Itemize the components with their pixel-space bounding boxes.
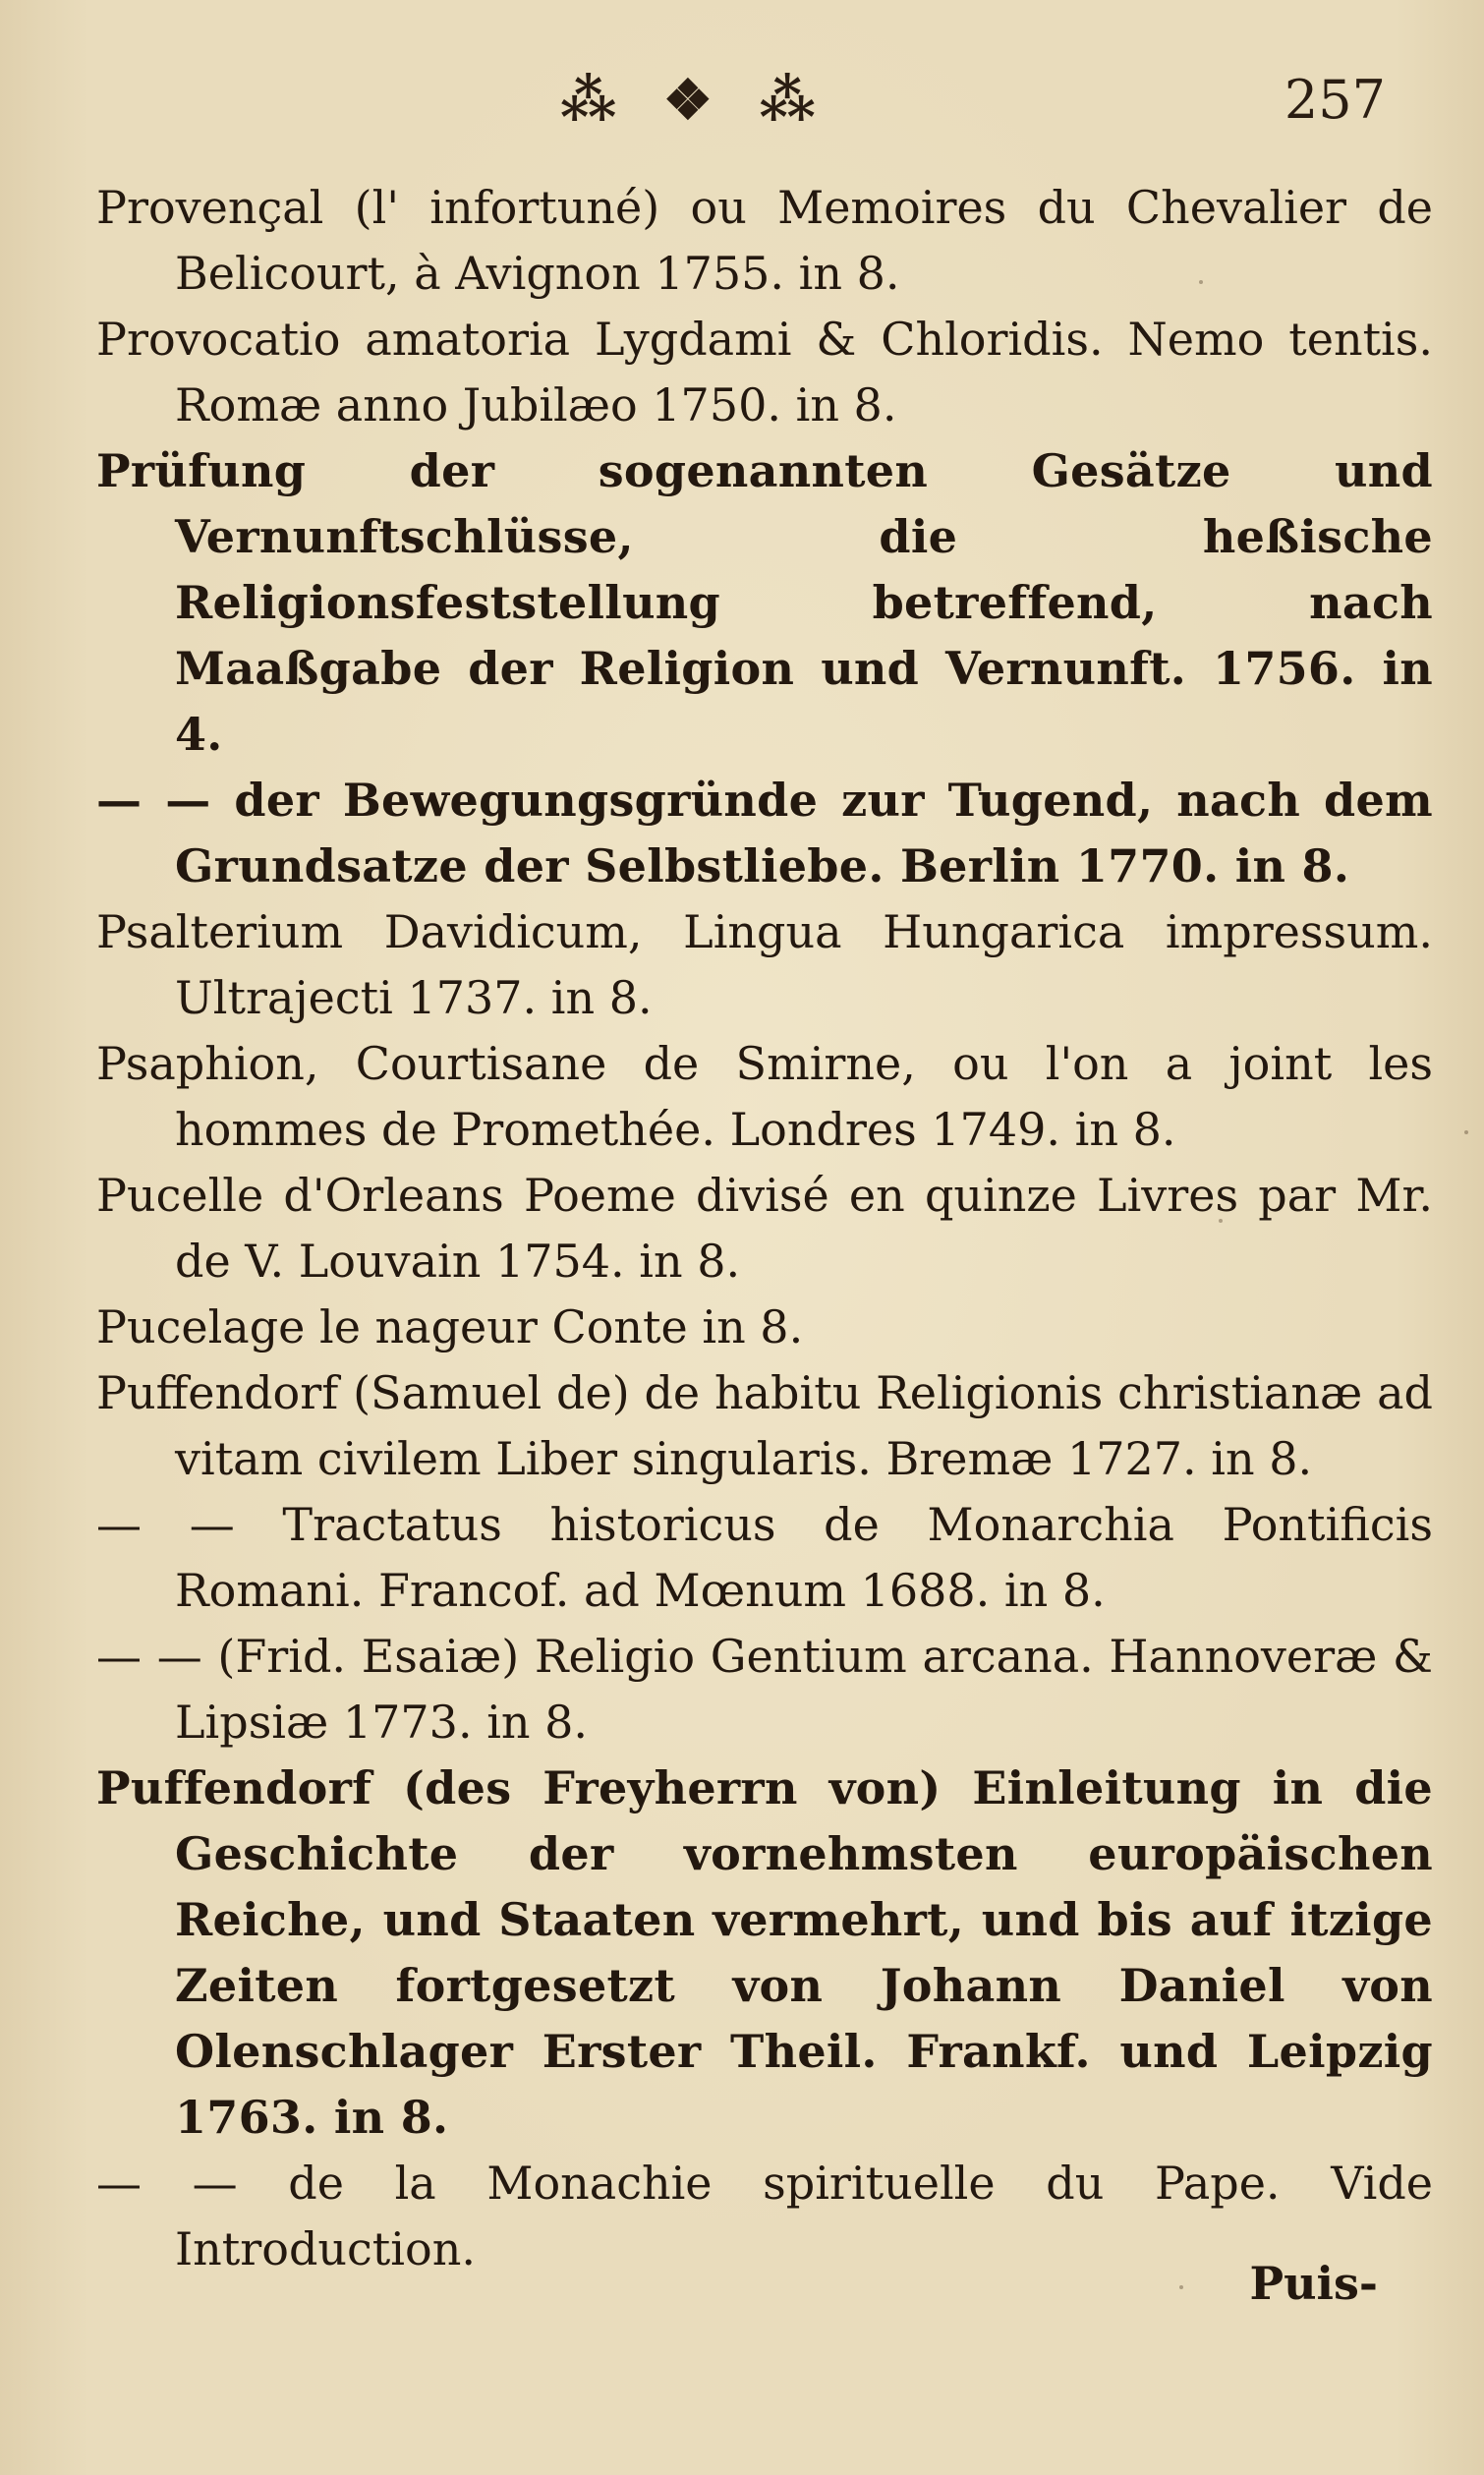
header-ornament: ⁂ ❖ ⁂ [560,68,829,133]
catalog-entries [96,175,1433,2282]
catalog-entry: Pucelage le nageur Conte in 8. [96,1300,804,1353]
paper-speck [1219,1219,1223,1223]
paper-speck [943,944,947,948]
catalog-entry: Psaphion, Courtisane de Smirne, ou l'on a joint les hommes de Promethée. Londres 1749. in 8. [96,1037,1433,1156]
catalog-entry: Puffendorf (Samuel de) de habitu Religionis christianæ ad vitam civilem Liber singularis. Bremæ 1727. in 8. [96,1366,1433,1485]
paper-speck [1199,280,1203,284]
catalog-entry: — — de la Monachie spirituelle du Pape. Vide Introduction. [96,2157,1433,2275]
paper-speck [1464,1130,1468,1134]
page-number: 257 [1284,69,1386,131]
catalog-entry: — — der Bewegungsgründe zur Tugend, nach dem Grundsatze der Selbstliebe. Berlin 1770. in 8. [96,774,1433,892]
catchword: Puis- [1249,2257,1378,2310]
catalog-entry: Pucelle d'Orleans Poeme divisé en quinze Livres par Mr. de V. Louvain 1754. in 8. [96,1169,1433,1288]
catalog-entry: Prüfung der sogenannten Gesätze und Vernunftschlüsse, die heßische Religionsfeststellung betreffend, nach Maaßgabe der Religion und Vernunft. 1756. in 4. [96,444,1433,761]
paper-speck [1179,2285,1183,2289]
page-header [0,61,1484,140]
catalog-entry: Psalterium Davidicum, Lingua Hungarica impressum. Ultrajecti 1737. in 8. [96,905,1433,1024]
catalog-entry: Provençal (l' infortuné) ou Memoires du Chevalier de Belicourt, à Avignon 1755. in 8. [96,181,1433,300]
catalog-entry: — — (Frid. Esaiæ) Religio Gentium arcana. Hannoveræ & Lipsiæ 1773. in 8. [96,1630,1433,1749]
catalog-entry: Puffendorf (des Freyherrn von) Einleitung in die Geschichte der vornehmsten europäischen Reiche, und Staaten vermehrt, und bis auf itzige Zeiten fortgesetzt von Johann Daniel von Olenschlager Erster Theil. Frankf. und Leipzig 1763. in 8. [96,1761,1433,2144]
catalog-entry: — — Tractatus historicus de Monarchia Pontificis Romani. Francof. ad Mœnum 1688. in 8. [96,1498,1433,1617]
catalog-entry: Provocatio amatoria Lygdami & Chloridis. Nemo tentis. Romæ anno Jubilæo 1750. in 8. [96,313,1433,432]
